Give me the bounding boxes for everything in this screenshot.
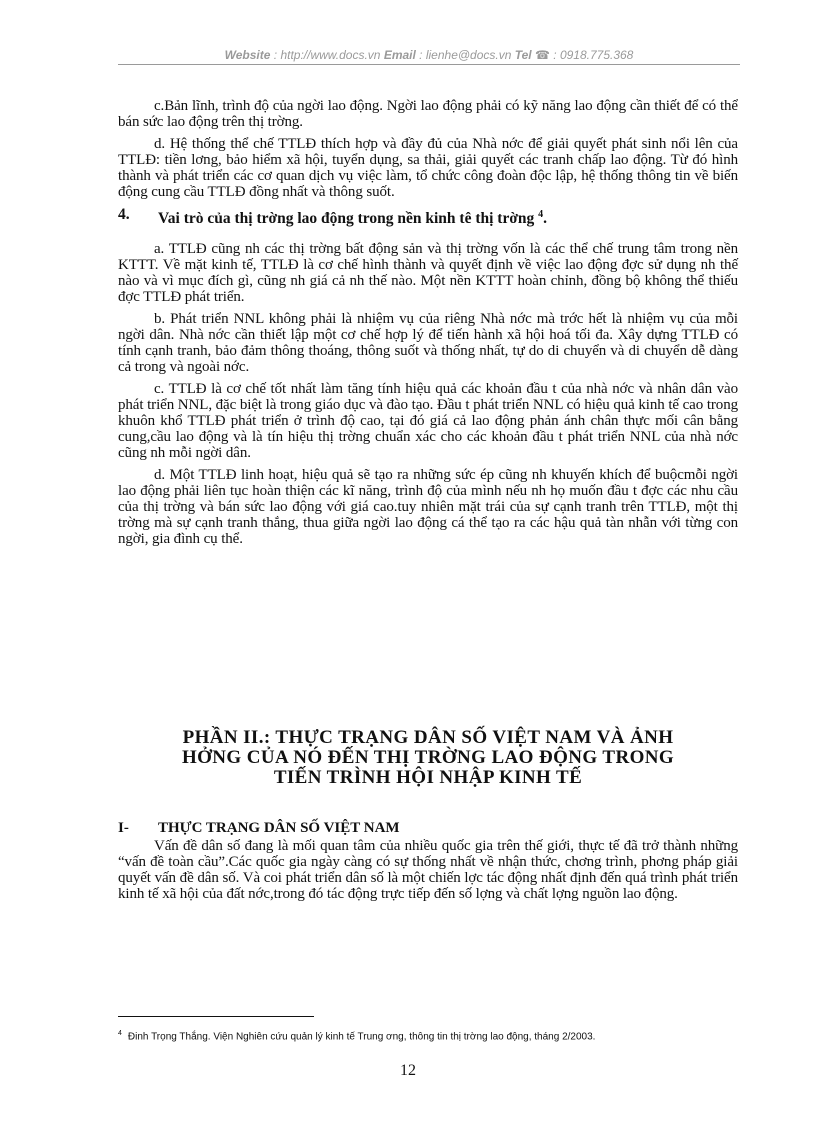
paragraph-b: b. Phát triển NNL không phải là nhiệm vụ của riêng Nhà nớc mà trớc hết là nhiệm vụ của mỗi ngời dân. Nhà nớc cần thiết lập một cơ chế hợp lý để tiến hành xã hội hoá tối đa. Xây dựng TTLĐ có tính cạnh tranh, bảo đảm thông thoáng, thông suốt và thống nhất, tự do di chuyển và di chuyển dễ dàng cả trong và ngoài nớc. (118, 311, 738, 376)
website-value: : http://www.docs.vn (270, 48, 384, 62)
part-title-line-2: HỞNG CỦA NÓ ĐẾN THỊ TRỜNG LAO ĐỘNG TRONG (181, 747, 675, 768)
tel-value: ☎ : 0918.775.368 (531, 48, 634, 62)
email-value: : lienhe@docs.vn (415, 48, 515, 62)
part-title-line-3: TIẾN TRÌNH HỘI NHẬP KINH TẾ (273, 767, 583, 788)
section-4-heading (118, 206, 738, 227)
header-divider (118, 64, 740, 65)
subsection-body (118, 838, 738, 908)
page-number: 12 (400, 1062, 416, 1079)
tel-label: Tel (514, 48, 532, 62)
footnote-ref[interactable]: 4 (538, 209, 544, 220)
website-label: Website (224, 48, 271, 62)
paragraph-c: c.Bản lĩnh, trình độ của ngời lao động. Ngời lao động phải có kỹ năng lao động cần thiết để có thể bán sức lao động trên thị trờng. (118, 98, 738, 130)
email-label: Email (383, 48, 416, 62)
footnote-number: 4 (118, 1030, 122, 1037)
paragraph-a: a. TTLĐ cũng nh các thị trờng bất động sản và thị trờng vốn là các thể chế trung tâm trong nền KTTT. Về mặt kinh tế, TTLĐ là cơ chế hình thành và quyết định về việc lao động đợc sử dụng nh thế nào và vì mục đích gì, cũng nh giá cả nh thế nào. Một nền KTTT hoàn chỉnh, đồng bộ không thể thiếu đợc TTLĐ phát triển. (118, 241, 738, 306)
subsection-heading (118, 820, 738, 837)
footnote (118, 1028, 758, 1043)
part-title-line-1: PHẦN II.: THỰC TRẠNG DÂN SỐ VIỆT NAM VÀ ẢNH (182, 727, 674, 748)
main-body (118, 98, 738, 553)
subsection-title: THỰC TRẠNG DÂN SỐ VIỆT NAM (158, 820, 400, 836)
paragraph-d2: d. Một TTLĐ linh hoạt, hiệu quả sẽ tạo ra những sức ép cũng nh khuyến khích để buộcmỗi ngời lao động phải liên tục hoàn thiện các kĩ năng, trình độ của mình nếu nh họ muốn đầu t đợc các nhu cầu của thị trờng và bán sức lao động với giá cao.tuy nhiên mặt trái của sự cạnh tranh trên TTLĐ, một thị trờng mà sự cạnh tranh thắng, thua giữa ngời lao động cá thể tạo ra các hậu quả tàn nhẫn với từng con ngời, gia đình cụ thể. (118, 467, 738, 548)
footnote-divider (118, 1016, 314, 1017)
part-title (118, 728, 738, 788)
paragraph-c2: c. TTLĐ là cơ chế tốt nhất làm tăng tính hiệu quả các khoản đầu t của nhà nớc và nhân dân vào phát triển NNL, đặc biệt là trong giáo dục và đào tạo. Đầu t phát triển NNL có hiệu quả kinh tế cao trong khuôn khổ TTLĐ phát triển ở trình độ cao, tại đó giá cả lao động phản ánh chân thực mối cân bằng cung,cầu lao động và là tín hiệu thị trờng chuẩn xác cho các khoản đầu t phát triển NNL của nhà nớc cũng nh mỗi ngời dân. (118, 381, 738, 462)
paragraph-population: Vấn đề dân số đang là mối quan tâm của nhiều quốc gia trên thế giới, thực tế đã trở thành những “vấn đề toàn cầu”.Các quốc gia ngày càng có sự thống nhất về nhận thức, chơng trình, phơng pháp giải quyết vấn đề dân số. Và coi phát triển dân số là một chiến lợc tác động nhất định đến quá trình phát triển kinh tế xã hội của đất nớc,trong đó tác động trực tiếp đến số lợng và chất lợng nguồn lao động. (118, 838, 738, 902)
page-header (118, 48, 740, 62)
section-title: Vai trò của thị trờng lao động trong nền kinh tê thị trờng $^4$. (158, 209, 548, 228)
subsection-number: I- (118, 820, 129, 836)
paragraph-d: d. Hệ thống thể chế TTLĐ thích hợp và đầy đủ của Nhà nớc để giải quyết phát sinh nổi lên của TTLĐ: tiền lơng, bảo hiểm xã hội, tuyển dụng, sa thải, giải quyết các tranh chấp lao động. Từ đó hình thành và phát triển các cơ quan dịch vụ việc làm, tổ chức công đoàn độc lập, hệ thống thông tin về biến động cung cầu TTLĐ đồng nhất và thông suốt. (118, 136, 738, 200)
section-number: 4. (118, 206, 130, 223)
footnote-text: Đinh Trọng Thắng. Viện Nghiên cứu quản lý kinh tế Trung ơng, thông tin thị trờng lao động, tháng 2/2003. (127, 1031, 596, 1043)
